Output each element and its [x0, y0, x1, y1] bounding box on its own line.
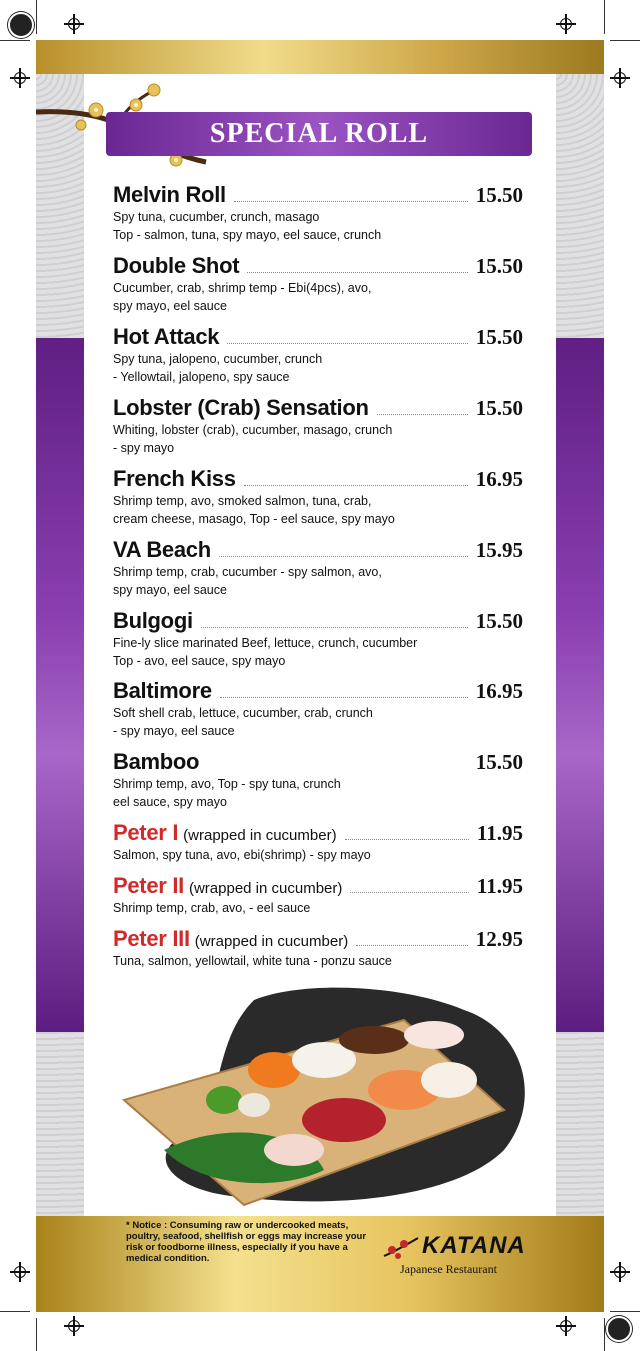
- item-description: Salmon, spy tuna, avo, ebi(shrimp) - spy mayo: [113, 848, 371, 862]
- blossom-logo-icon: [382, 1234, 422, 1262]
- menu-item: [113, 926, 523, 970]
- crop-line: [604, 1318, 605, 1351]
- menu-item: [113, 253, 523, 315]
- menu-item: [113, 678, 523, 740]
- purple-band-right: [556, 338, 604, 1032]
- item-description: spy mayo, eel sauce: [113, 583, 227, 597]
- item-description: Cucumber, crab, shrimp temp - Ebi(4pcs), avo,: [113, 281, 372, 295]
- title-banner: [106, 112, 532, 156]
- item-description: Shrimp temp, crab, avo, - eel sauce: [113, 901, 311, 915]
- menu-item: [113, 466, 523, 528]
- item-price: 15.50: [475, 609, 523, 633]
- crosshair-icon: [556, 14, 576, 34]
- registration-dot-icon: [8, 12, 34, 38]
- menu-item: [113, 324, 523, 386]
- gold-header-strip: [36, 40, 604, 74]
- registration-dot-icon: [606, 1316, 632, 1342]
- item-price: 11.95: [476, 821, 523, 845]
- item-price: 15.95: [475, 538, 523, 562]
- sushi-platter-image: [104, 980, 534, 1210]
- menu-item: [113, 608, 523, 670]
- crop-line: [0, 1311, 30, 1312]
- crop-line: [36, 1318, 37, 1351]
- menu-item: [113, 873, 523, 917]
- item-description: Top - salmon, tuna, spy mayo, eel sauce, crunch: [113, 228, 382, 242]
- item-description: Soft shell crab, lettuce, cucumber, crab, crunch: [113, 706, 373, 720]
- crop-line: [610, 40, 640, 41]
- crosshair-icon: [64, 1316, 84, 1336]
- item-price: 15.50: [475, 325, 523, 349]
- crosshair-icon: [64, 14, 84, 34]
- item-description: Spy tuna, jalopeno, cucumber, crunch: [113, 352, 323, 366]
- menu-item: [113, 395, 523, 457]
- health-notice: * Notice : Consuming raw or undercooked meats, poultry, seafood, shellfish or eggs may increase your risk or foodborne illness, especially if you have a medical condition.: [126, 1220, 367, 1264]
- item-name: French Kiss: [113, 466, 236, 491]
- item-price: 16.95: [475, 679, 523, 703]
- item-name: Baltimore: [113, 678, 212, 703]
- menu-item: [113, 820, 523, 864]
- item-description: Shrimp temp, avo, smoked salmon, tuna, crab,: [113, 494, 372, 508]
- item-description: Tuna, salmon, yellowtail, white tuna - ponzu sauce: [113, 954, 392, 968]
- purple-band-left: [36, 338, 84, 1032]
- menu-page: [36, 40, 604, 1312]
- item-note: (wrapped in cucumber): [183, 827, 337, 844]
- item-price: 12.95: [475, 927, 523, 951]
- page-title: SPECIAL ROLL: [209, 118, 429, 149]
- crosshair-icon: [10, 1262, 30, 1282]
- item-note: (wrapped in cucumber): [194, 933, 349, 950]
- item-description: Shrimp temp, avo, Top - spy tuna, crunch: [113, 777, 341, 791]
- item-price: 15.50: [475, 183, 523, 207]
- crop-line: [36, 0, 37, 34]
- item-name: Peter III: [113, 926, 190, 951]
- item-price: 11.95: [476, 874, 523, 898]
- item-price: 16.95: [475, 467, 523, 491]
- item-name: Double Shot: [113, 253, 240, 278]
- item-name: Bamboo: [113, 749, 200, 774]
- item-description: Whiting, lobster (crab), cucumber, masago, crunch: [113, 423, 393, 437]
- crop-line: [604, 0, 605, 34]
- item-name: Lobster (Crab) Sensation: [113, 395, 369, 420]
- item-price: 15.50: [475, 750, 523, 774]
- item-description: eel sauce, spy mayo: [113, 795, 227, 809]
- item-description: Top - avo, eel sauce, spy mayo: [113, 654, 286, 668]
- item-name: VA Beach: [113, 537, 211, 562]
- item-name: Bulgogi: [113, 608, 193, 633]
- crop-line: [0, 40, 30, 41]
- item-description: cream cheese, masago, Top - eel sauce, spy mayo: [113, 512, 395, 526]
- item-price: 15.50: [475, 254, 523, 278]
- crosshair-icon: [10, 68, 30, 88]
- crosshair-icon: [610, 1262, 630, 1282]
- menu-item: [113, 182, 523, 244]
- menu-item: [113, 749, 523, 811]
- item-description: - Yellowtail, jalopeno, spy sauce: [113, 370, 290, 384]
- item-description: spy mayo, eel sauce: [113, 299, 227, 313]
- item-name: Hot Attack: [113, 324, 220, 349]
- crosshair-icon: [610, 68, 630, 88]
- item-name: Peter I: [113, 820, 179, 845]
- item-note: (wrapped in cucumber): [188, 880, 343, 897]
- item-description: - spy mayo, eel sauce: [113, 724, 235, 738]
- item-name: Melvin Roll: [113, 182, 226, 207]
- menu-item: [113, 537, 523, 599]
- item-description: - spy mayo: [113, 441, 175, 455]
- item-name: Peter II: [113, 873, 184, 898]
- logo-subtitle: Japanese Restaurant: [400, 1262, 497, 1276]
- item-price: 15.50: [475, 396, 523, 420]
- item-description: Spy tuna, cucumber, crunch, masago: [113, 210, 320, 224]
- item-description: Shrimp temp, crab, cucumber - spy salmon, avo,: [113, 565, 382, 579]
- item-description: Fine-ly slice marinated Beef, lettuce, crunch, cucumber: [113, 636, 418, 650]
- logo-name: KATANA: [422, 1232, 526, 1259]
- crosshair-icon: [556, 1316, 576, 1336]
- crop-line: [610, 1311, 640, 1312]
- restaurant-logo: [382, 1232, 562, 1277]
